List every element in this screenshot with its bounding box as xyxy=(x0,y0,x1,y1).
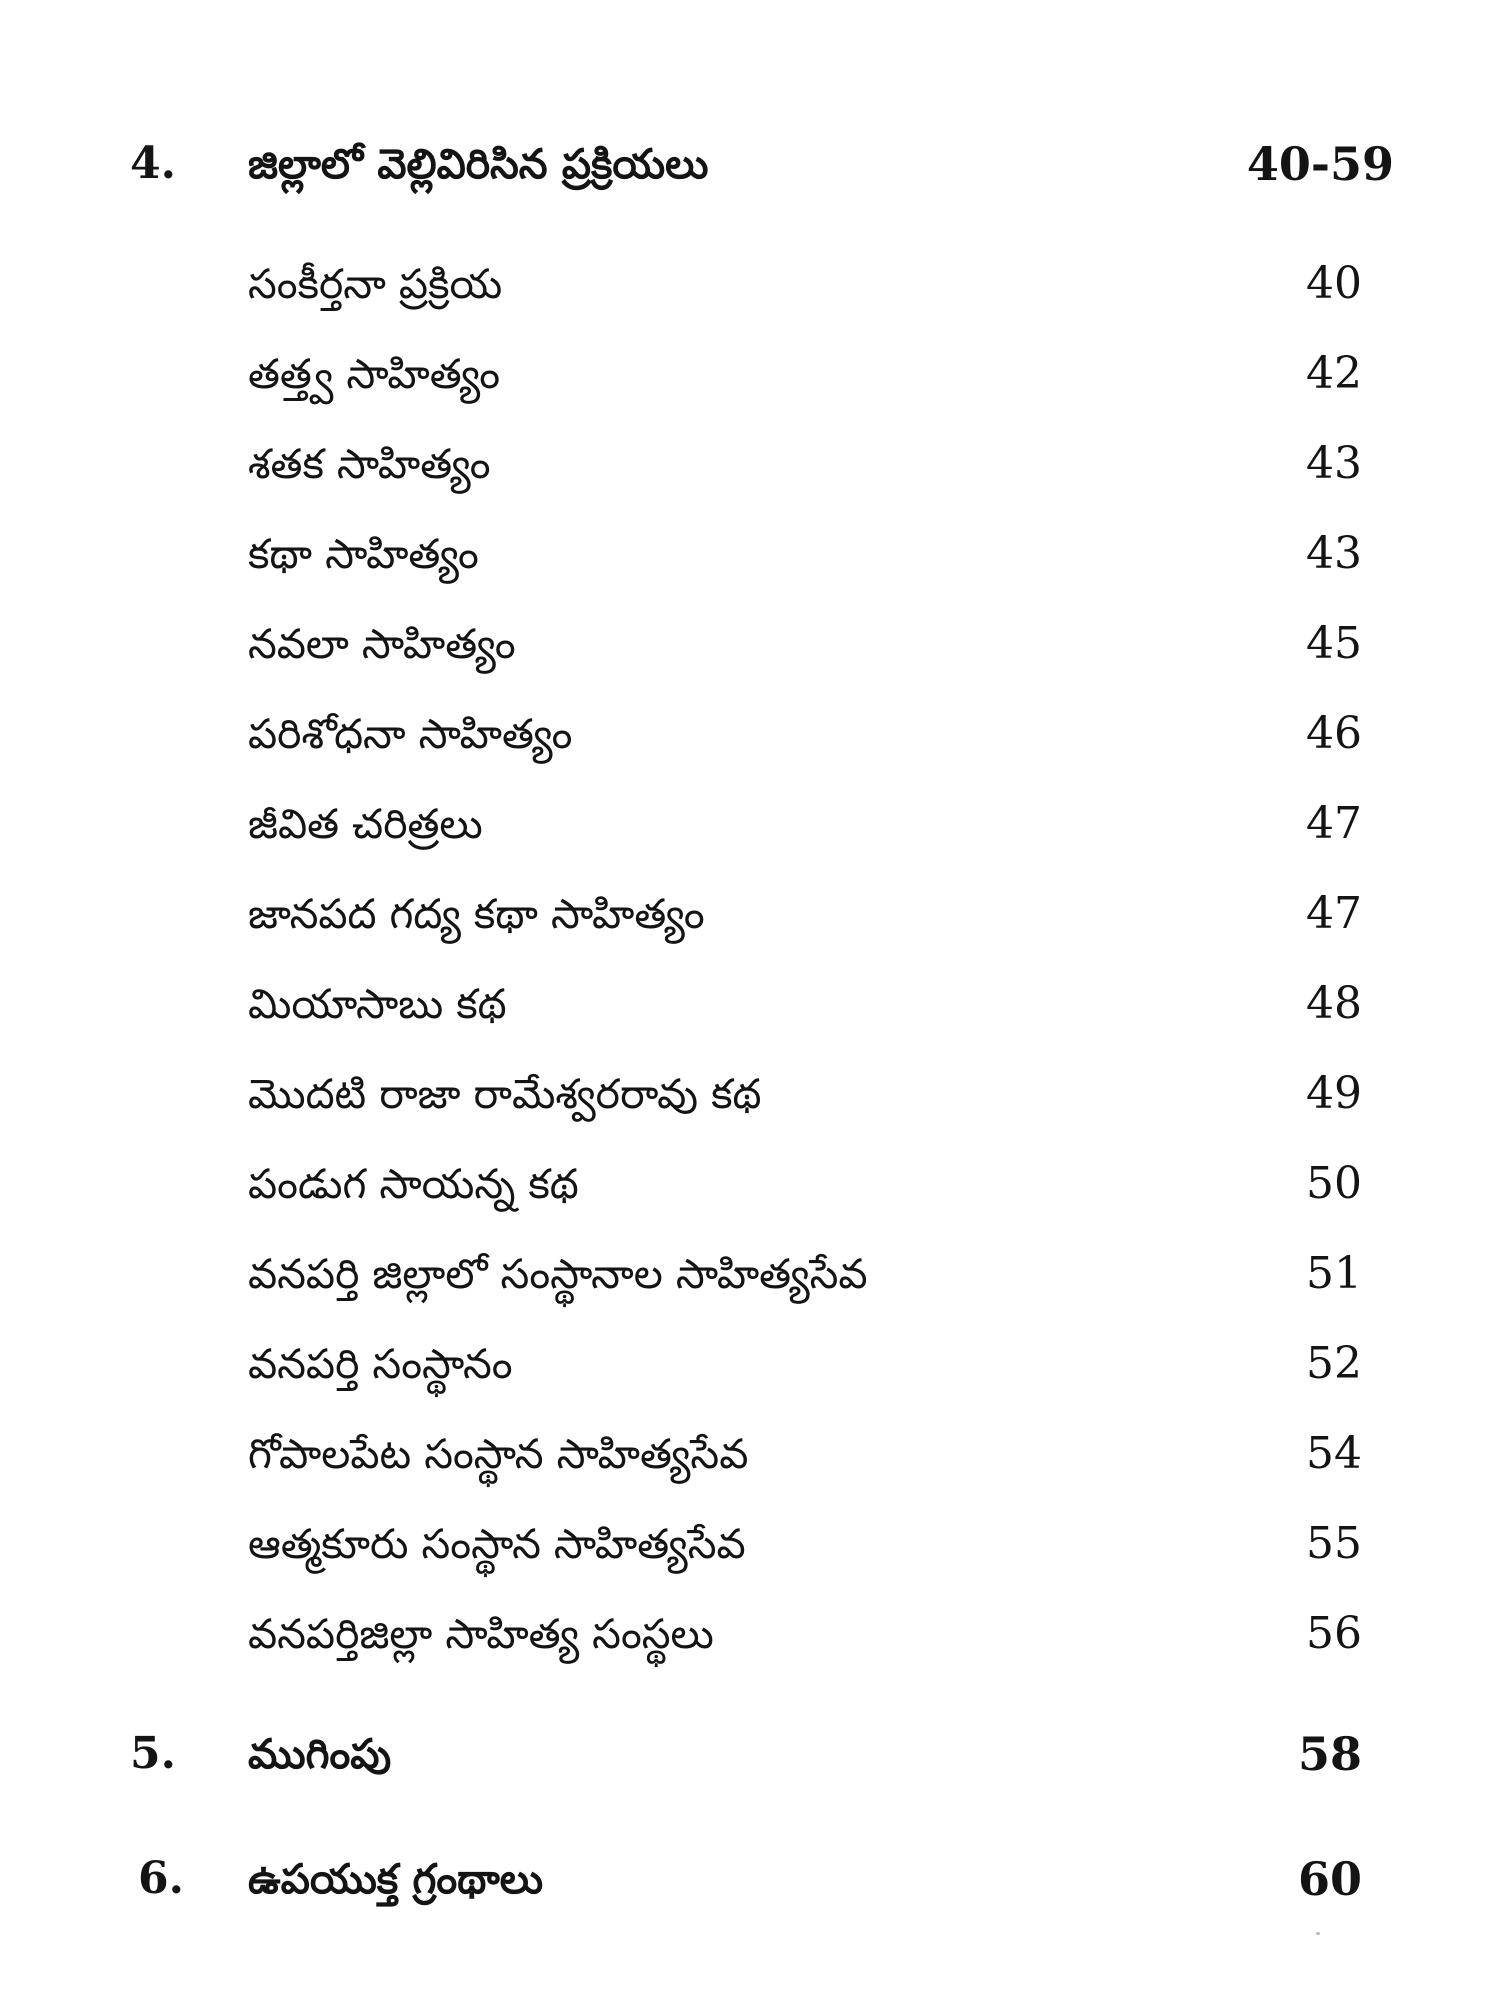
toc-entry-page: 49 xyxy=(1306,1068,1362,1119)
toc-entry-title: జీవిత చరిత్రలు xyxy=(248,800,483,848)
toc-entry-title: మియాసాబు కథ xyxy=(248,980,507,1028)
toc-section-heading[interactable] xyxy=(0,1718,1500,1790)
toc-entry-title: వనపర్తి సంస్థానం xyxy=(248,1340,513,1388)
toc-entry-page: 45 xyxy=(1306,618,1362,669)
toc-entry-page: 47 xyxy=(1306,888,1362,939)
section-page: 60 xyxy=(1297,1852,1362,1906)
section-number: 4. xyxy=(130,138,176,189)
toc-entry-title: తత్త్వ సాహిత్యం xyxy=(248,350,501,398)
toc-entry[interactable] xyxy=(0,878,1500,950)
toc-entry-page: 40 xyxy=(1306,258,1362,309)
toc-section-heading[interactable] xyxy=(0,1843,1500,1915)
toc-entry-title: నవలా సాహిత్యం xyxy=(248,620,516,668)
toc-entry-page: 42 xyxy=(1306,348,1362,399)
toc-entry-title: కథా సాహిత్యం xyxy=(248,530,479,578)
toc-entry-title: సంకీర్తనా ప్రక్రియ xyxy=(248,260,503,308)
section-page: 58 xyxy=(1297,1727,1362,1781)
toc-entry-page: 54 xyxy=(1306,1428,1362,1479)
toc-entry-title: ఆత్మకూరు సంస్థాన సాహిత్యసేవ xyxy=(248,1520,746,1568)
toc-entry[interactable] xyxy=(0,968,1500,1040)
toc-entry[interactable] xyxy=(0,1508,1500,1580)
section-title: ముగింపు xyxy=(248,1730,392,1778)
toc-entry-page: 43 xyxy=(1306,438,1362,489)
toc-entry[interactable] xyxy=(0,698,1500,770)
toc-entry[interactable] xyxy=(0,1328,1500,1400)
toc-entry[interactable] xyxy=(0,1148,1500,1220)
toc-entry-page: 56 xyxy=(1306,1608,1362,1659)
toc-entry[interactable] xyxy=(0,1238,1500,1310)
toc-entry-page: 52 xyxy=(1306,1338,1362,1389)
toc-entry-title: పరిశోధనా సాహిత్యం xyxy=(248,710,573,758)
toc-entry-title: పండుగ సాయన్న కథ xyxy=(248,1160,579,1208)
toc-entry-page: 47 xyxy=(1306,798,1362,849)
toc-section-heading[interactable] xyxy=(0,128,1500,200)
print-speck xyxy=(1316,1932,1320,1935)
toc-entry-page: 43 xyxy=(1306,528,1362,579)
toc-entry[interactable] xyxy=(0,338,1500,410)
toc-entry-title: జానపద గద్య కథా సాహిత్యం xyxy=(248,890,705,938)
toc-entry-title: గోపాలపేట సంస్థాన సాహిత్యసేవ xyxy=(248,1430,749,1478)
toc-entry-page: 48 xyxy=(1306,978,1362,1029)
toc-entry-page: 50 xyxy=(1306,1158,1362,1209)
section-number: 6. xyxy=(138,1853,184,1904)
toc-entry-title: వనపర్తిజిల్లా సాహిత్య సంస్థలు xyxy=(248,1610,714,1658)
section-title: ఉపయుక్త గ్రంథాలు xyxy=(248,1855,544,1903)
toc-entry-page: 46 xyxy=(1306,708,1362,759)
toc-entry[interactable] xyxy=(0,608,1500,680)
toc-entry[interactable] xyxy=(0,248,1500,320)
toc-entry-title: వనపర్తి జిల్లాలో సంస్థానాల సాహిత్యసేవ xyxy=(248,1250,868,1298)
toc-entry[interactable] xyxy=(0,1598,1500,1670)
toc-entry-page: 51 xyxy=(1306,1248,1362,1299)
toc-entry[interactable] xyxy=(0,788,1500,860)
section-title: జిల్లాలో వెల్లివిరిసిన ప్రక్రియలు xyxy=(248,140,709,188)
toc-entry-page: 55 xyxy=(1306,1518,1362,1569)
section-page-range: 40-59 xyxy=(1246,137,1394,191)
toc-entry[interactable] xyxy=(0,1418,1500,1490)
toc-entry-title: శతక సాహిత్యం xyxy=(248,440,491,488)
toc-entry-title: మొదటి రాజా రామేశ్వరరావు కథ xyxy=(248,1070,762,1118)
toc-entry[interactable] xyxy=(0,1058,1500,1130)
toc-entry[interactable] xyxy=(0,518,1500,590)
toc-entry[interactable] xyxy=(0,428,1500,500)
section-number: 5. xyxy=(130,1728,176,1779)
